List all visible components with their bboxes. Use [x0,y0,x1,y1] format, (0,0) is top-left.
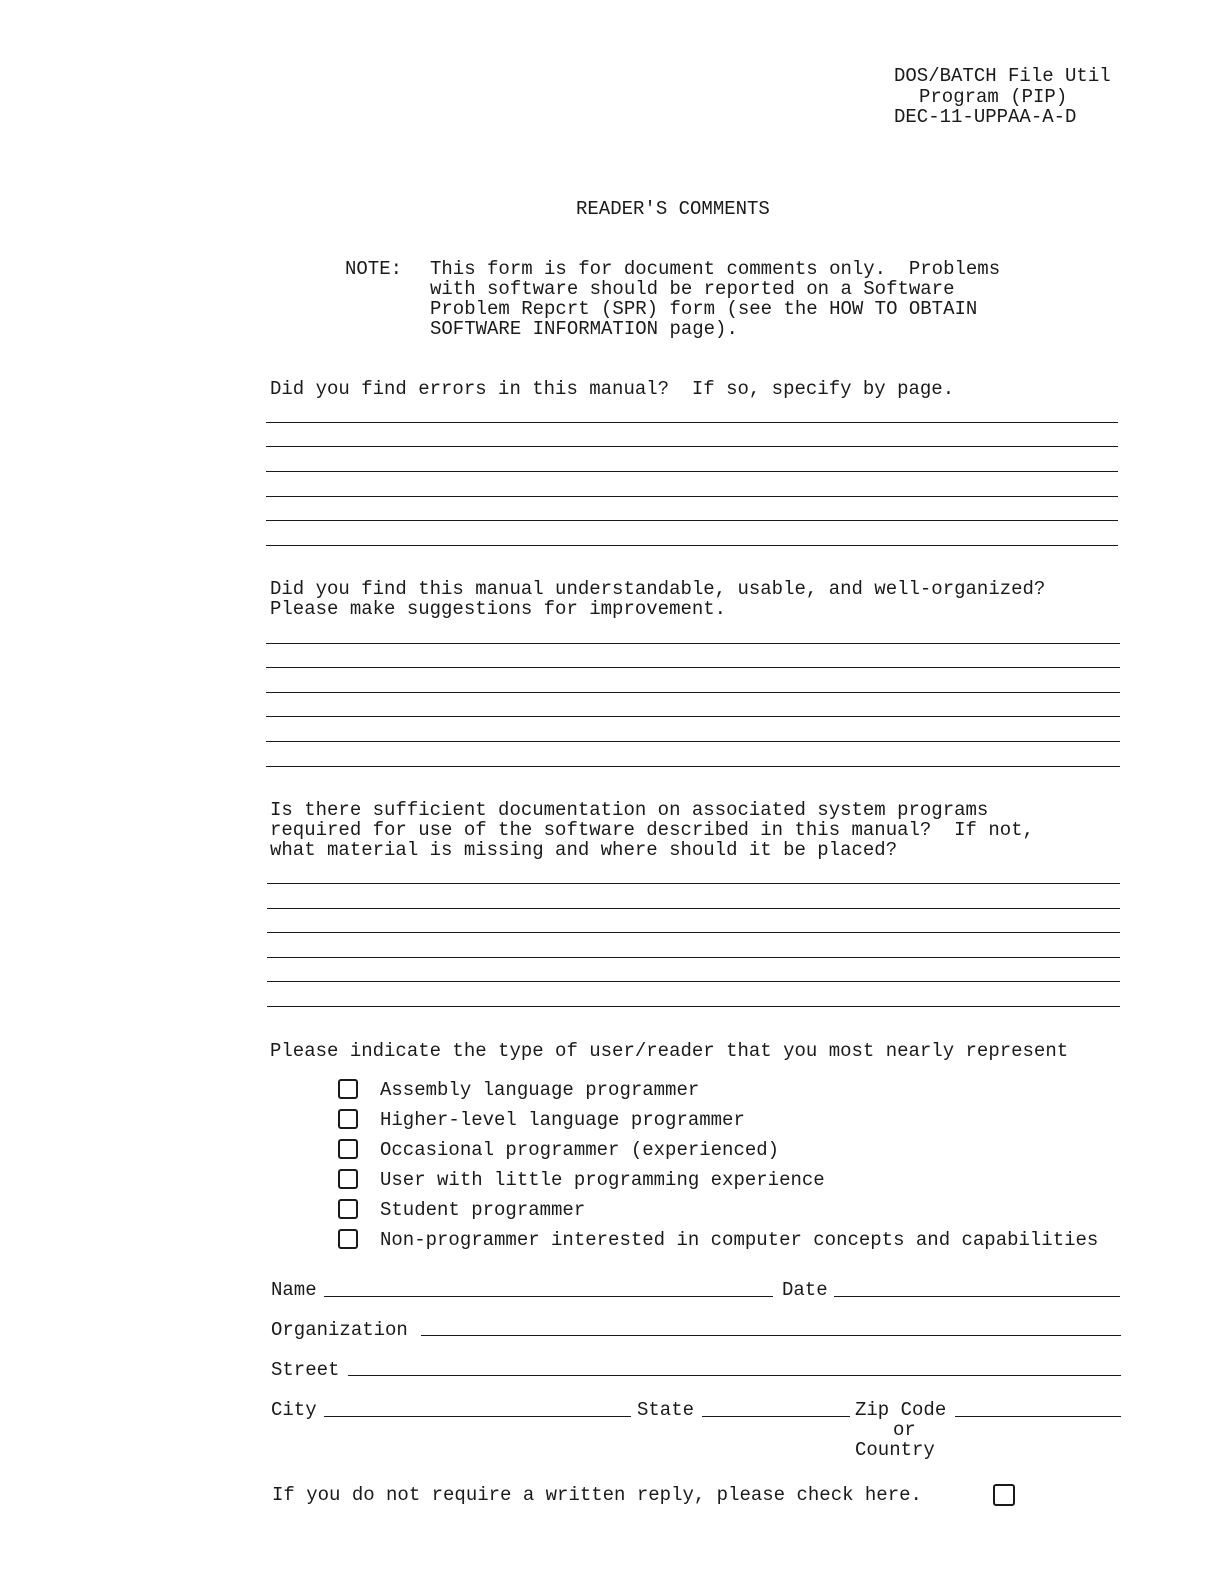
no-reply-text: If you do not require a written reply, please check here. [272,1484,922,1506]
note-line: Problem Repcrt (SPR) form (see the HOW TO OBTAIN [430,298,978,320]
answer-line [267,908,1120,909]
user-type-prompt: Please indicate the type of user/reader that you most nearly represent [270,1041,1069,1061]
question-errors: Did you find errors in this manual? If so, specify by page. [270,378,955,400]
checkbox-occasional-programmer[interactable] [338,1139,358,1159]
zip-or-label: or [893,1419,916,1441]
question-usability-line: Please make suggestions for improvement. [270,598,727,620]
answer-line [266,643,1120,644]
answer-line [266,520,1118,521]
street-field[interactable] [348,1375,1121,1376]
answer-line [266,766,1120,767]
question-documentation-line: required for use of the software described in this manual? If not, [270,819,1034,841]
organization-field[interactable] [421,1335,1121,1336]
note-line: This form is for document comments only. Problems [430,258,1001,280]
answer-line [266,471,1118,472]
checkbox-assembly-programmer[interactable] [338,1079,358,1099]
answer-line [266,741,1120,742]
zip-code-label: Zip Code [855,1399,947,1421]
country-label: Country [855,1439,935,1461]
checkbox-student-programmer[interactable] [338,1199,358,1219]
date-label: Date [782,1279,828,1301]
option-label: Assembly language programmer [380,1079,700,1101]
answer-line [267,981,1120,982]
note-label: NOTE: [345,258,403,280]
option-label: User with little programming experience [380,1169,825,1191]
page-title: READER'S COMMENTS [576,198,770,220]
answer-line [266,422,1118,423]
answer-line [267,932,1120,933]
answer-line [267,883,1120,884]
answer-line [266,446,1118,447]
option-label: Occasional programmer (experienced) [380,1139,780,1161]
answer-line [266,545,1118,546]
zip-code-field[interactable] [955,1416,1121,1417]
doc-header-line3: DEC-11-UPPAA-A-D [894,106,1077,128]
organization-label: Organization [271,1319,408,1341]
question-usability-line: Did you find this manual understandable, usable, and well-organized? [270,578,1046,600]
state-field[interactable] [702,1416,850,1417]
name-field[interactable] [324,1296,773,1297]
name-label: Name [271,1279,317,1301]
option-label: Student programmer [380,1199,586,1221]
state-label: State [637,1399,695,1421]
answer-line [266,716,1120,717]
checkbox-little-experience-user[interactable] [338,1169,358,1189]
question-documentation-line: Is there sufficient documentation on associated system programs [270,799,989,821]
option-label: Non-programmer interested in computer concepts and capabilities [380,1230,1099,1250]
checkbox-non-programmer[interactable] [338,1229,358,1249]
question-documentation-line: what material is missing and where should it be placed? [270,839,898,861]
street-label: Street [271,1359,340,1381]
option-label: Higher-level language programmer [380,1109,745,1131]
note-line: with software should be reported on a Software [430,278,955,300]
city-field[interactable] [324,1416,631,1417]
city-label: City [271,1399,317,1421]
date-field[interactable] [834,1296,1120,1297]
checkbox-higher-level-programmer[interactable] [338,1109,358,1129]
checkbox-no-reply[interactable] [993,1484,1015,1506]
doc-header-line2: Program (PIP) [919,86,1068,108]
answer-line [267,957,1120,958]
answer-line [267,1006,1120,1007]
answer-line [266,496,1118,497]
answer-line [266,692,1120,693]
doc-header-line1: DOS/BATCH File Util [894,65,1111,87]
note-line: SOFTWARE INFORMATION page). [430,318,738,340]
answer-line [266,667,1120,668]
